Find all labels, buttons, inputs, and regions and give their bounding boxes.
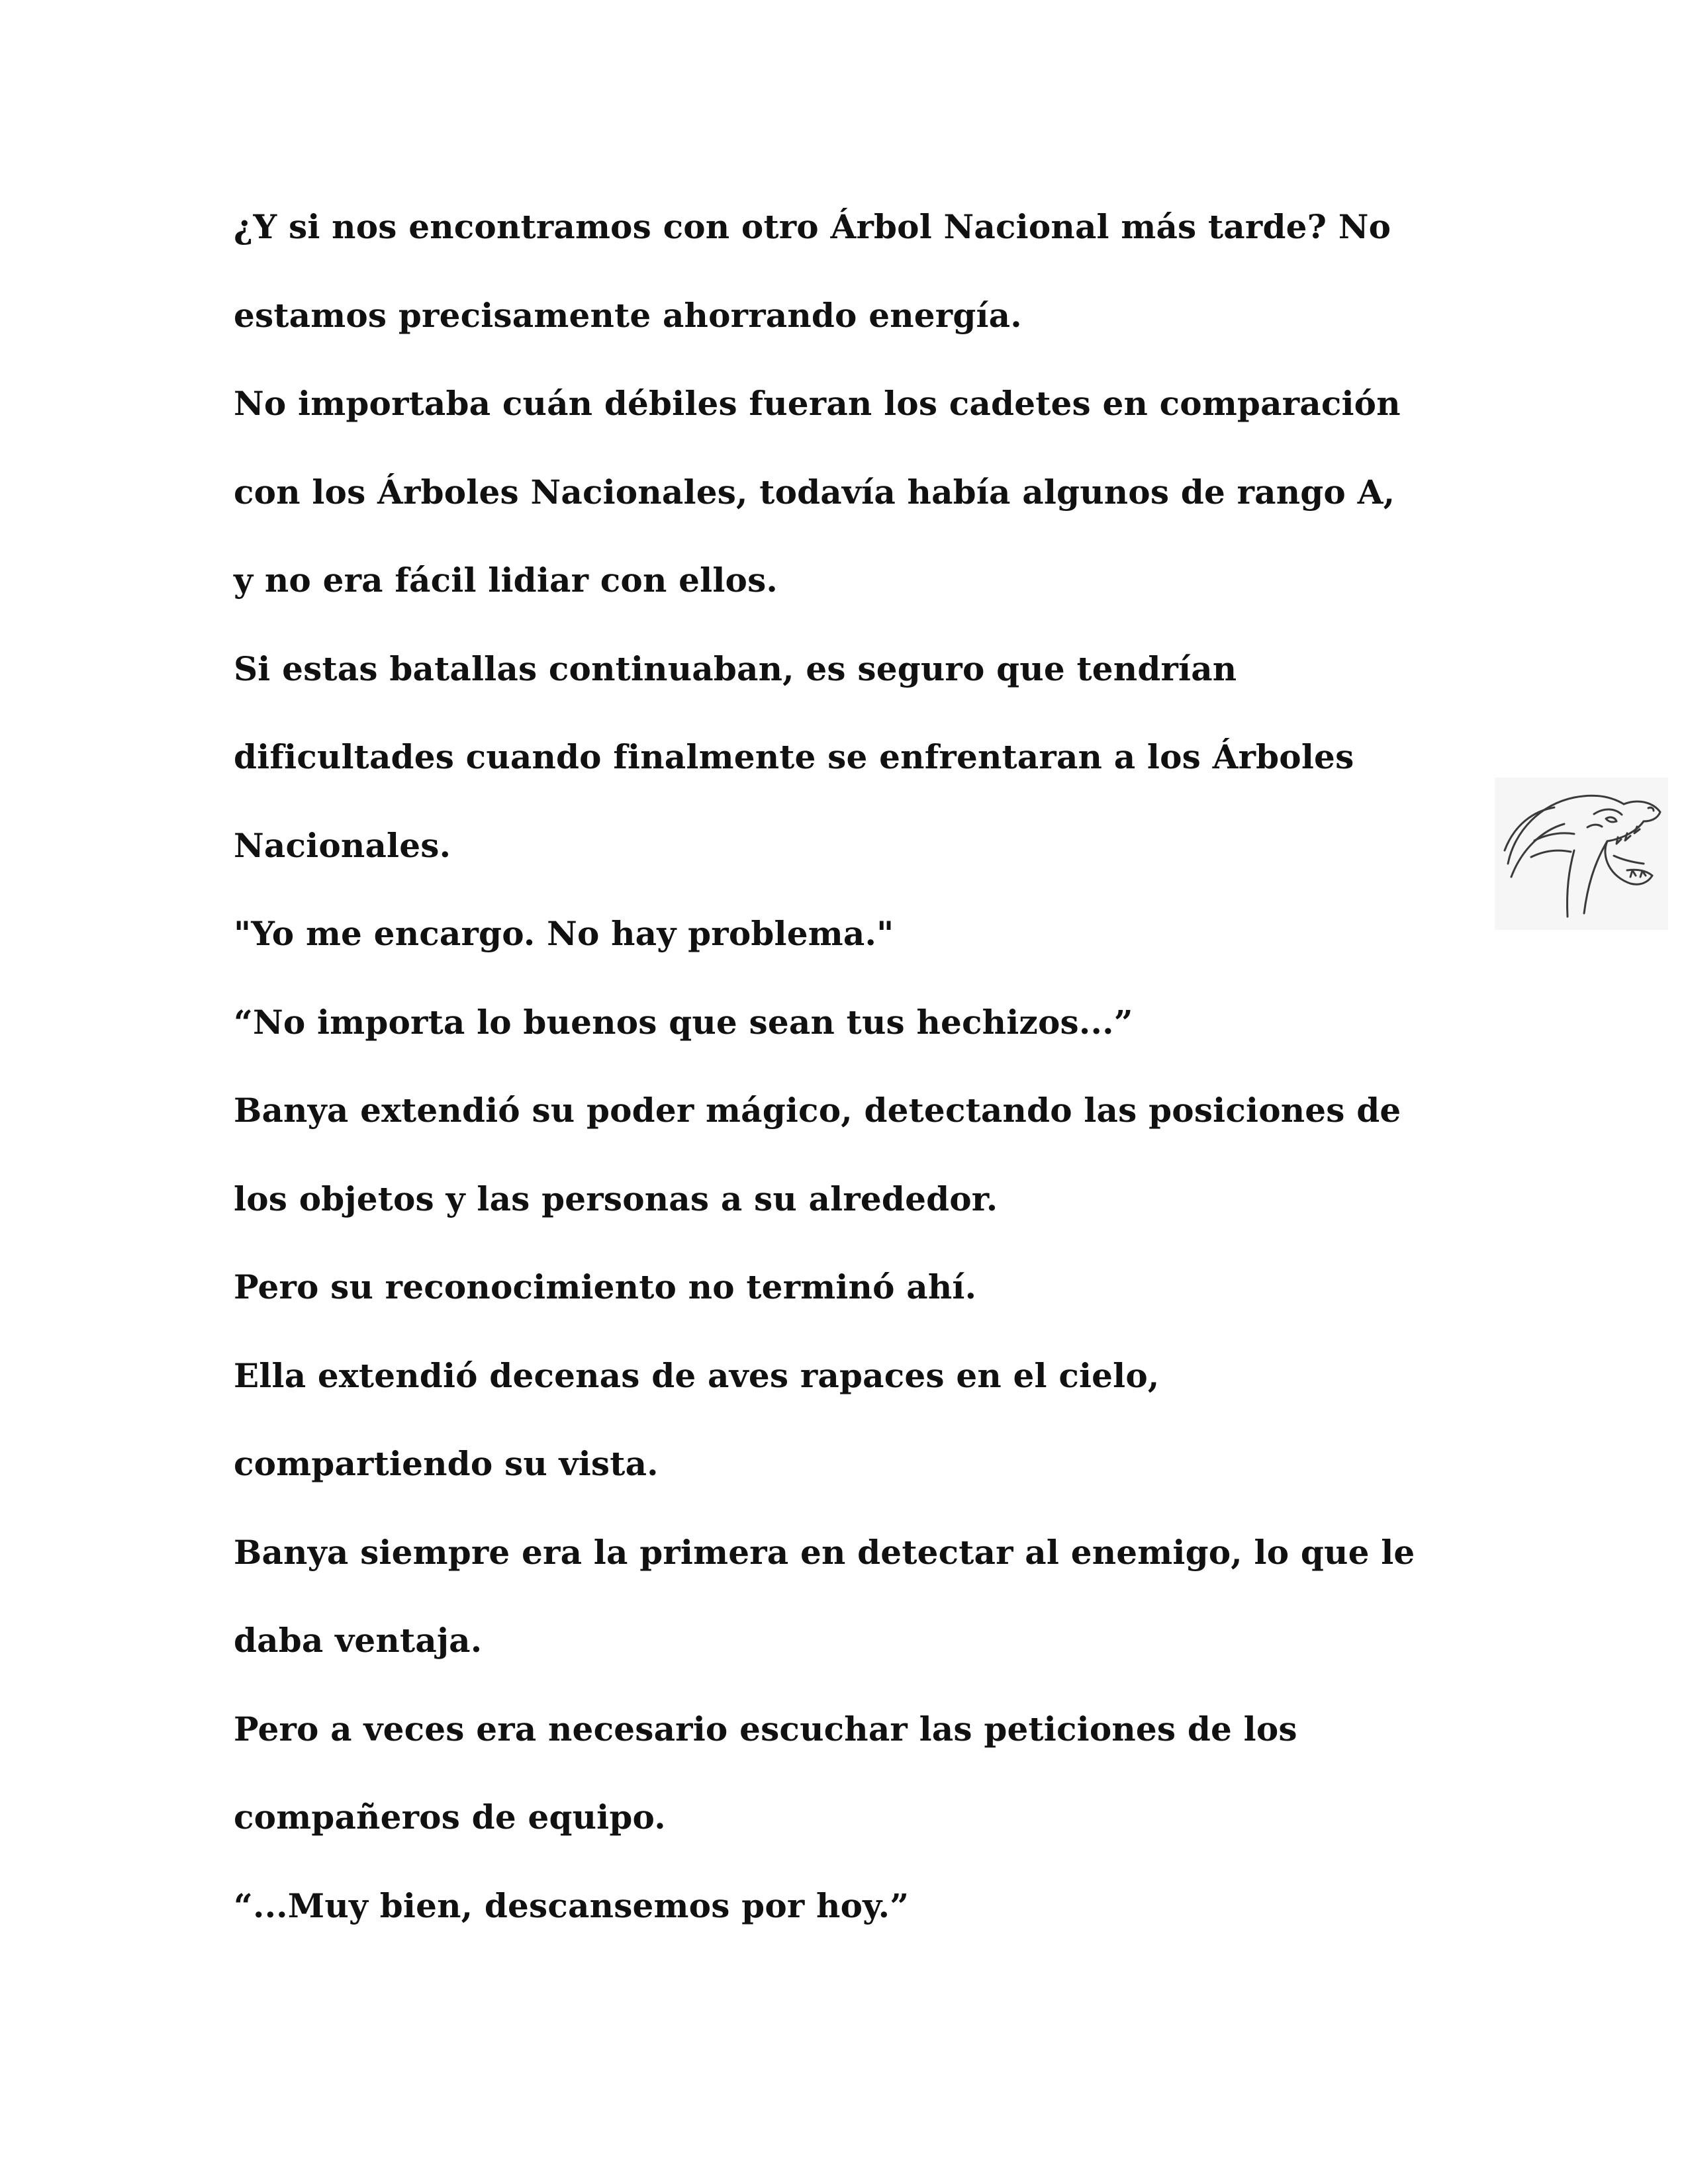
text-line: dificultades cuando finalmente se enfrentaran a los Árboles (234, 737, 1354, 776)
text-line: Ella extendió decenas de aves rapaces en el cielo, (234, 1355, 1160, 1395)
body-text (234, 183, 1478, 1950)
text-line: ¿Y si nos encontramos con otro Árbol Nacional más tarde? No (234, 207, 1391, 246)
dinosaur-head-icon (1495, 778, 1668, 930)
text-line: No importaba cuán débiles fueran los cadetes en comparación (234, 384, 1401, 423)
text-line: estamos precisamente ahorrando energía. (234, 295, 1022, 335)
text-line: Si estas batallas continuaban, es seguro que tendrían (234, 649, 1237, 688)
text-line: y no era fácil lidiar con ellos. (234, 561, 778, 600)
text-line: compañeros de equipo. (234, 1797, 666, 1837)
text-line: “No importa lo buenos que sean tus hechizos...” (234, 1002, 1133, 1042)
text-line: los objetos y las personas a su alrededor. (234, 1179, 998, 1218)
text-line: "Yo me encargo. No hay problema." (234, 914, 894, 953)
text-line: “...Muy bien, descansemos por hoy.” (234, 1886, 910, 1925)
text-line: Banya extendió su poder mágico, detectando las posiciones de (234, 1091, 1401, 1130)
text-line: Pero a veces era necesario escuchar las peticiones de los (234, 1709, 1297, 1749)
text-line: Banya siempre era la primera en detectar al enemigo, lo que le (234, 1532, 1415, 1572)
text-line: con los Árboles Nacionales, todavía había algunos de rango A, (234, 472, 1395, 512)
text-line: daba ventaja. (234, 1621, 483, 1660)
text-line: compartiendo su vista. (234, 1444, 659, 1483)
text-line: Pero su reconocimiento no terminó ahí. (234, 1267, 977, 1306)
text-line: Nacionales. (234, 825, 451, 865)
